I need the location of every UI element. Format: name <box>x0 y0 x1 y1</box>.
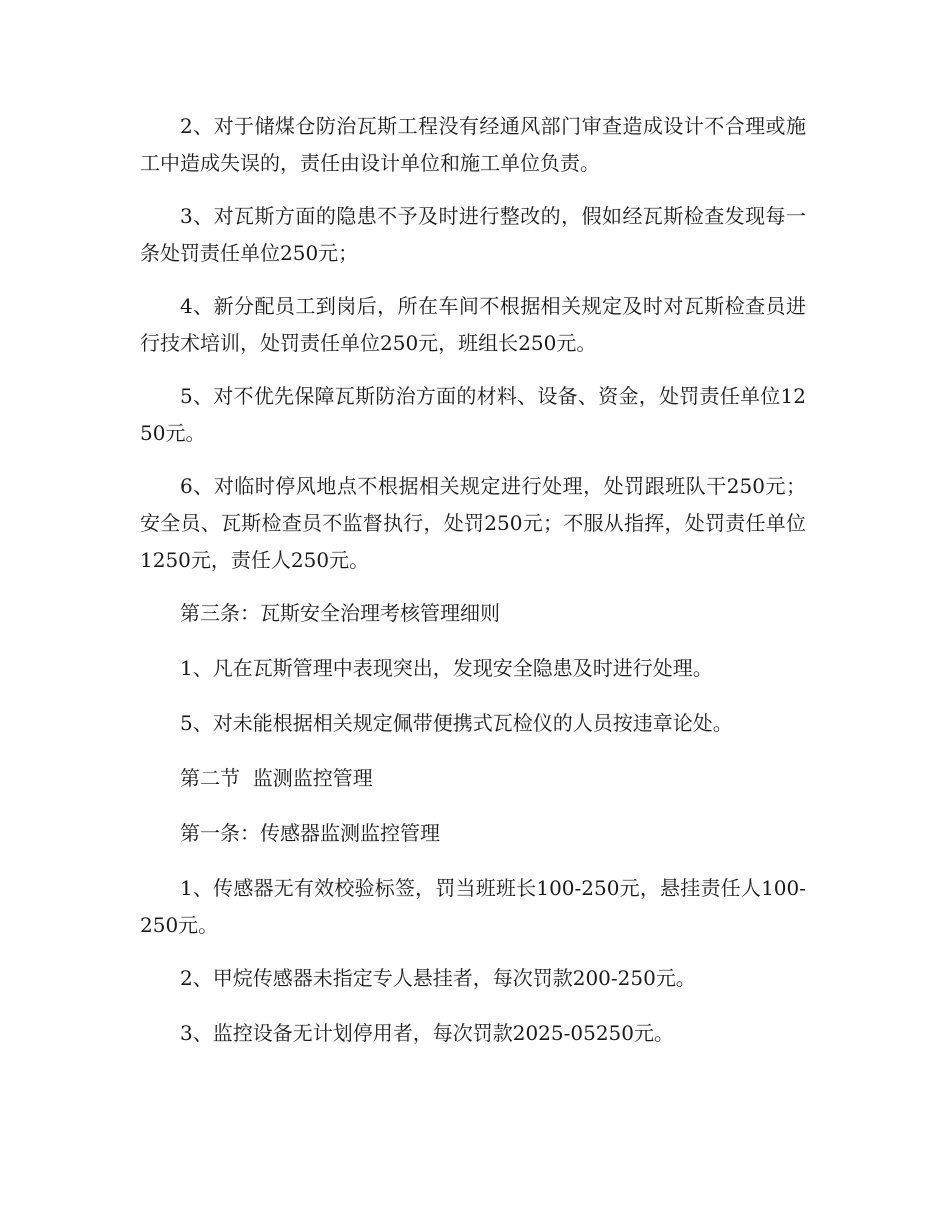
paragraph-item-2: 2、对于储煤仓防治瓦斯工程没有经通风部门审查造成设计不合理或施工中造成失误的，责任由设计单位和施工单位负责。 <box>140 114 806 175</box>
paragraph-item-1: 1、凡在瓦斯管理中表现突出，发现安全隐患及时进行处理。 <box>180 656 713 680</box>
article-heading-1: 第一条：传感器监测监控管理 <box>180 821 440 845</box>
sensor-item-1: 1、传感器无有效校验标签，罚当班班长100-250元，悬挂责任人100-250元。 <box>140 876 806 937</box>
paragraph-item-3: 3、对瓦斯方面的隐患不予及时进行整改的，假如经瓦斯检查发现每一条处罚责任单位250元； <box>140 204 806 265</box>
article-heading-3: 第三条：瓦斯安全治理考核管理细则 <box>180 601 500 625</box>
paragraph-item-4: 4、新分配员工到岗后，所在车间不根据相关规定及时对瓦斯检查员进行技术培训，处罚责任单位250元，班组长250元。 <box>140 294 806 355</box>
sensor-item-3: 3、监控设备无计划停用者，每次罚款2025-05250元。 <box>180 1021 675 1045</box>
document-page <box>140 108 806 1070</box>
paragraph-item-6: 6、对临时停风地点不根据相关规定进行处理，处罚跟班队干250元；安全员、瓦斯检查员不监督执行，处罚250元；不服从指挥，处罚责任单位1250元，责任人250元。 <box>140 474 806 572</box>
paragraph-item-5b: 5、对未能根据相关规定佩带便携式瓦检仪的人员按违章论处。 <box>180 711 733 735</box>
sensor-item-2: 2、甲烷传感器未指定专人悬挂者，每次罚款200-250元。 <box>180 966 696 990</box>
section-heading-2: 第二节 监测监控管理 <box>180 766 373 790</box>
paragraph-item-5: 5、对不优先保障瓦斯防治方面的材料、设备、资金，处罚责任单位1250元。 <box>140 384 806 445</box>
